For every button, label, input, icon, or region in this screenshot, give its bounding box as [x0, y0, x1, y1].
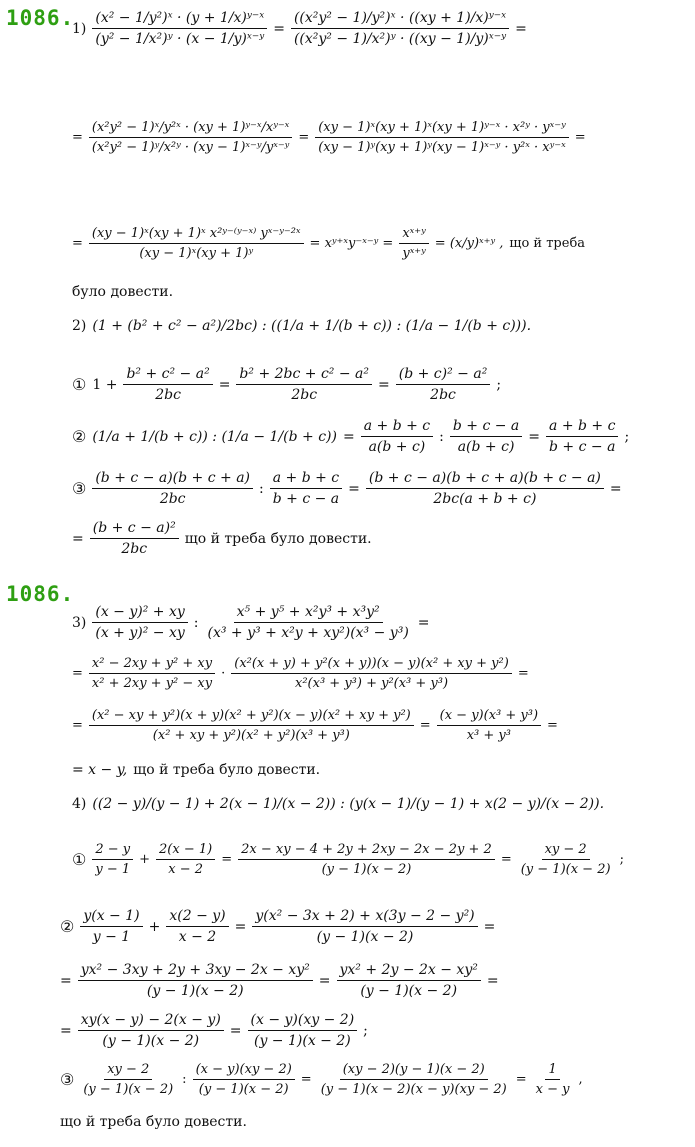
step-1-marker: ①: [72, 850, 87, 869]
denominator: x²(x³ + y³) + y²(x³ + y³): [295, 676, 449, 691]
label-part1: 1): [72, 20, 87, 37]
fraction: [193, 1062, 295, 1097]
numerator: (x² − 1/y²)ˣ · (y + 1/x)ʸ⁻ˣ: [92, 10, 267, 29]
numerator: 2(x − 1): [156, 842, 215, 860]
part2-result: = $\frac{\text{(b + c − a)²}}{2bc}$ що й треба було довести.: [72, 520, 372, 557]
numerator: y(x − 1): [80, 908, 142, 927]
denominator: (y − 1)(x − 2): [321, 862, 412, 877]
part4-task: [72, 796, 604, 812]
fraction: [361, 418, 433, 455]
denominator: 2bc: [430, 387, 456, 403]
result-expression: = x − y,: [72, 762, 128, 778]
denominator: 2bc: [155, 387, 181, 403]
numerator: (x − y)(xy − 2): [193, 1062, 295, 1080]
label-part2: 2): [72, 318, 87, 334]
fraction: [437, 708, 541, 743]
problem-number-bottom: 1086.: [6, 582, 75, 606]
equals-expression: = xʸ⁺ˣy⁻ˣ⁻ʸ =: [309, 236, 394, 251]
numerator: (xy − 1)ˣ(xy + 1)ˣ(xy + 1)ʸ⁻ˣ · x²ʸ · yˣ⁻ʸ: [315, 120, 568, 138]
denominator: (y − 1)(x − 2): [520, 862, 611, 877]
part4-step1: ① $\frac{2 - y}{y - 1}$ + $\frac{2(x - 1)}{x - 2}$ = $\frac{2x - xy - 4 + 2y + 2xy - 2x - 2y + 2}{(y - 1)(x - 2)}$ = $\frac{xy - 2}{(y - 1)(x - 2)}$ ;: [72, 842, 624, 877]
fraction: [80, 908, 142, 945]
step-1-marker: ①: [72, 375, 87, 394]
numerator: xˣ⁺ʸ: [399, 226, 428, 244]
fraction: [89, 656, 215, 691]
numerator: (xy − 1)ˣ(xy + 1)ˣ x²ʸ⁻⁽ʸ⁻ˣ⁾ yˣ⁻ʸ⁻²ˣ: [89, 226, 304, 244]
numerator: (b + c − a)²: [90, 520, 179, 539]
fraction: [238, 842, 495, 877]
denominator: y − 1: [95, 862, 131, 877]
denominator: yˣ⁺ʸ: [402, 246, 426, 261]
denominator: (y − 1)(x − 2): [198, 1082, 289, 1097]
expression: 1 +: [92, 376, 118, 393]
part3-line2: = $\frac{\text{x² − 2xy + y² + xy}}{\text{x² + 2xy + y² − xy}}$ · $\frac{\text{(x²(x + y) + y²(x + y))(x − y)(x² + xy + y²)}}{\text{x²(x³ + y³) + y²(x³ + y³)}}$ =: [72, 656, 529, 691]
denominator: (y² − 1/x²)ʸ · (x − 1/y)ˣ⁻ʸ: [95, 31, 265, 47]
step-2-marker: ②: [72, 427, 87, 446]
conclusion-text: що й треба було довести.: [184, 530, 372, 547]
fraction: [90, 520, 179, 557]
numerator: (xy − 2)(y − 1)(x − 2): [340, 1062, 488, 1080]
equals-expression: = (x/y)ˣ⁺ʸ ,: [434, 236, 504, 251]
task-expression: (1 + (b² + c² − a²)/2bc) : ((1/a + 1/(b + c)) : (1/a − 1/(b + c))).: [92, 318, 532, 334]
part4-step3: ③ $\frac{xy - 2}{(y - 1)(x - 2)}$ : $\frac{(x - y)(xy - 2)}{(y - 1)(x - 2)}$ = $\frac{(xy - 2)(y - 1)(x - 2)}{(y - 1)(x - 2)(x - y)(xy - 2)}$ = $\frac{1}{x - y}$ ,: [60, 1062, 583, 1097]
part1-line3: = $\frac{\text{(xy − 1)ˣ(xy + 1)ˣ x²ʸ⁻⁽ʸ⁻ˣ⁾ yˣ⁻ʸ⁻²ˣ}}{\text{(xy − 1)ˣ(xy + 1)ʸ}}$ = xʸ⁺ˣy⁻ˣ⁻ʸ = $\frac{\text{xˣ⁺ʸ}}{\text{yˣ⁺ʸ}}$ = (x/y)ˣ⁺ʸ , що й треба: [72, 226, 586, 261]
fraction: [89, 120, 292, 155]
part3-line3: = $\frac{\text{(x² − xy + y²)(x + y)(x² + y²)(x − y)(x² + xy + y²)}}{\text{(x² + xy + y²)(x² + y²)(x³ + y³)}}$ = $\frac{\text{(x − y)(x³ + y³)}}{\text{x³ + y³}}$ =: [72, 708, 558, 743]
numerator: (b + c − a)(b + c + a)(b + c − a): [366, 470, 604, 489]
part1-line2: = $\frac{\text{(x²y² − 1)ˣ/y²ˣ · (xy + 1)ʸ⁻ˣ/xʸ⁻ˣ}}{\text{(x²y² − 1)ʸ/x²ʸ · (xy − 1)ˣ⁻ʸ/yˣ⁻ʸ}}$ = $\frac{\text{(xy − 1)ˣ(xy + 1)ˣ(xy + 1)ʸ⁻ˣ · x²ʸ · yˣ⁻ʸ}}{\text{(xy − 1)ʸ(xy + 1)ʸ(xy − 1)ˣ⁻ʸ · y²ˣ · xʸ⁻ˣ}}$ =: [72, 120, 586, 155]
denominator: 2bc: [291, 387, 318, 403]
part3-result: [72, 762, 320, 778]
task-expression: ((2 − y)/(y − 1) + 2(x − 1)/(x − 2)) : (y(x − 1)/(y − 1) + x(2 − y)/(x − 2)).: [92, 796, 605, 812]
conclusion-text: що й треба було довести.: [133, 762, 321, 778]
fraction: [92, 470, 253, 507]
numerator: (x − y)(x³ + y³): [437, 708, 541, 726]
numerator: 1: [545, 1062, 559, 1080]
numerator: xy − 2: [542, 842, 590, 860]
step-3-marker: ③: [60, 1070, 75, 1089]
fraction: [450, 418, 522, 455]
step-2-marker: ②: [60, 917, 75, 936]
fraction: [205, 604, 412, 641]
problem-number-top: 1086.: [6, 6, 75, 30]
numerator: x² − 2xy + y² + xy: [89, 656, 215, 674]
denominator: (xy − 1)ˣ(xy + 1)ʸ: [139, 246, 254, 261]
denominator: x − 2: [178, 929, 217, 945]
denominator: x² + 2xy + y² − xy: [91, 676, 213, 691]
denominator: (y − 1)(x − 2): [360, 983, 458, 999]
fraction: [92, 10, 267, 47]
numerator: b² + c² − a²: [123, 366, 212, 385]
numerator: 2x − xy − 4 + 2y + 2xy − 2x − 2y + 2: [238, 842, 495, 860]
fraction: [396, 366, 491, 403]
denominator: 2bc: [159, 491, 186, 507]
denominator: (x³ + y³ + x²y + xy²)(x³ − y³): [207, 625, 409, 641]
numerator: xy − 2: [104, 1062, 152, 1080]
fraction: [92, 604, 187, 641]
numerator: b² + 2bc + c² − a²: [236, 366, 372, 385]
label-part3: 3): [72, 614, 87, 631]
fraction: [546, 418, 618, 455]
numerator: 2 − y: [92, 842, 133, 860]
fraction: [80, 1062, 176, 1097]
label-part4: 4): [72, 796, 87, 812]
fraction: [248, 1012, 358, 1049]
numerator: (x − y)(xy − 2): [248, 1012, 358, 1031]
part1-line1: 1) $\frac{\text{(x² − 1/y²)ˣ · (y + 1/x)ʸ⁻ˣ}}{\text{(y² − 1/x²)ʸ · (x − 1/y)ˣ⁻ʸ}}$ = $\frac{\text{((x²y² − 1)/y²)ˣ · ((xy + 1)/x)ʸ⁻ˣ}}{\text{((x²y² − 1)/x²)ʸ · ((xy − 1)/y)ˣ⁻ʸ}}$ =: [72, 10, 527, 47]
numerator: x(2 − y): [166, 908, 228, 927]
numerator: yx² − 3xy + 2y + 3xy − 2x − xy²: [78, 962, 313, 981]
fraction: [518, 842, 614, 877]
numerator: b + c − a: [450, 418, 522, 437]
fraction: [231, 656, 512, 691]
part2-step1: ① 1 + $\frac{\text{b² + c² − a²}}{2bc}$ = $\frac{\text{b² + 2bc + c² − a²}}{2bc}$ = $\frac{\text{(b + c)² − a²}}{2bc}$ ;: [72, 366, 502, 403]
denominator: (x + y)² − xy: [95, 625, 185, 641]
denominator: (y − 1)(x − 2): [83, 1082, 174, 1097]
denominator: (x²y² − 1)ʸ/x²ʸ · (xy − 1)ˣ⁻ʸ/yˣ⁻ʸ: [91, 140, 290, 155]
part3-task: 3) $\frac{\text{(x − y)² + xy}}{\text{(x + y)² − xy}}$ : $\frac{\text{x⁵ + y⁵ + x²y³ + x³y²}}{\text{(x³ + y³ + x²y + xy²)(x³ − y³)}}$ =: [72, 604, 430, 641]
fraction: [78, 962, 313, 999]
part2-task: [72, 318, 531, 334]
fraction: [291, 10, 509, 47]
denominator: b + c − a: [549, 439, 616, 455]
numerator: y(x² − 3x + 2) + x(3y − 2 − y²): [252, 908, 477, 927]
fraction: [123, 366, 212, 403]
denominator: (xy − 1)ʸ(xy + 1)ʸ(xy − 1)ˣ⁻ʸ · y²ˣ · xʸ⁻ˣ: [318, 140, 566, 155]
fraction: [399, 226, 428, 261]
part2-step3: ③ $\frac{(b + c - a)(b + c + a)}{2bc}$ : $\frac{a + b + c}{b + c - a}$ = $\frac{(b + c - a)(b + c + a)(b + c - a)}{2bc(a + b + c)}$ =: [72, 470, 622, 507]
denominator: a(b + c): [457, 439, 515, 455]
denominator: 2bc: [121, 541, 148, 557]
denominator: (y − 1)(x − 2): [146, 983, 244, 999]
expression: (1/a + 1/(b + c)) : (1/a − 1/(b + c)): [92, 428, 337, 445]
part4-step2: ② $\frac{y(x - 1)}{y - 1}$ + $\frac{x(2 - y)}{x - 2}$ = $\frac{\text{y(x² − 3x + 2) + x(3y − 2 − y²)}}{(y - 1)(x - 2)}$ =: [60, 908, 496, 945]
numerator: ((x²y² − 1)/y²)ˣ · ((xy + 1)/x)ʸ⁻ˣ: [291, 10, 509, 29]
numerator: (b + c)² − a²: [396, 366, 491, 385]
fraction: [270, 470, 342, 507]
denominator: ((x²y² − 1)/x²)ʸ · ((xy − 1)/y)ˣ⁻ʸ: [293, 31, 507, 47]
fraction: [252, 908, 477, 945]
fraction: [236, 366, 372, 403]
part1-conclusion: було довести.: [72, 284, 174, 300]
numerator: a + b + c: [270, 470, 342, 489]
denominator: a(b + c): [368, 439, 426, 455]
numerator: a + b + c: [361, 418, 433, 437]
fraction: [89, 226, 304, 261]
denominator: x³ + y³: [466, 728, 511, 743]
numerator: a + b + c: [546, 418, 618, 437]
denominator: y − 1: [92, 929, 131, 945]
part2-step2: ② (1/a + 1/(b + c)) : (1/a − 1/(b + c)) = $\frac{a + b + c}{a(b + c)}$ : $\frac{b + c - a}{a(b + c)}$ = $\frac{a + b + c}{b + c - a}$ ;: [72, 418, 630, 455]
numerator: x⁵ + y⁵ + x²y³ + x³y²: [234, 604, 383, 623]
denominator: 2bc(a + b + c): [433, 491, 537, 507]
part4-step2-c: = $\frac{xy(x - y) - 2(x - y)}{(y - 1)(x - 2)}$ = $\frac{(x - y)(xy - 2)}{(y - 1)(x - 2)}$ ;: [60, 1012, 368, 1049]
fraction: [156, 842, 215, 877]
denominator: (x² + xy + y²)(x² + y²)(x³ + y³): [152, 728, 350, 743]
denominator: x − 2: [168, 862, 203, 877]
conclusion-text: що й треба: [509, 236, 586, 251]
fraction: [89, 708, 414, 743]
fraction: [366, 470, 604, 507]
fraction: [92, 842, 133, 877]
fraction: [315, 120, 568, 155]
numerator: (b + c − a)(b + c + a): [92, 470, 253, 489]
denominator: (y − 1)(x − 2)(x − y)(xy − 2): [320, 1082, 507, 1097]
fraction: [318, 1062, 510, 1097]
fraction: [166, 908, 228, 945]
step-3-marker: ③: [72, 479, 87, 498]
fraction: [78, 1012, 224, 1049]
part4-step2-b: = $\frac{\text{yx² − 3xy + 2y + 3xy − 2x − xy²}}{(y - 1)(x - 2)}$ = $\frac{\text{yx² + 2y − 2x − xy²}}{(y - 1)(x - 2)}$ =: [60, 962, 499, 999]
denominator: x − y: [535, 1082, 570, 1097]
denominator: b + c − a: [272, 491, 340, 507]
numerator: yx² + 2y − 2x − xy²: [337, 962, 481, 981]
denominator: (y − 1)(x − 2): [102, 1033, 200, 1049]
numerator: (x² − xy + y²)(x + y)(x² + y²)(x − y)(x² + xy + y²): [89, 708, 414, 726]
numerator: (x − y)² + xy: [92, 604, 187, 623]
fraction: [533, 1062, 573, 1097]
numerator: (x²(x + y) + y²(x + y))(x − y)(x² + xy + y²): [231, 656, 512, 674]
denominator: (y − 1)(x − 2): [253, 1033, 351, 1049]
part4-conclusion: що й треба було довести.: [60, 1114, 247, 1130]
fraction: [337, 962, 481, 999]
denominator: (y − 1)(x − 2): [316, 929, 414, 945]
numerator: (x²y² − 1)ˣ/y²ˣ · (xy + 1)ʸ⁻ˣ/xʸ⁻ˣ: [89, 120, 292, 138]
numerator: xy(x − y) − 2(x − y): [78, 1012, 224, 1031]
